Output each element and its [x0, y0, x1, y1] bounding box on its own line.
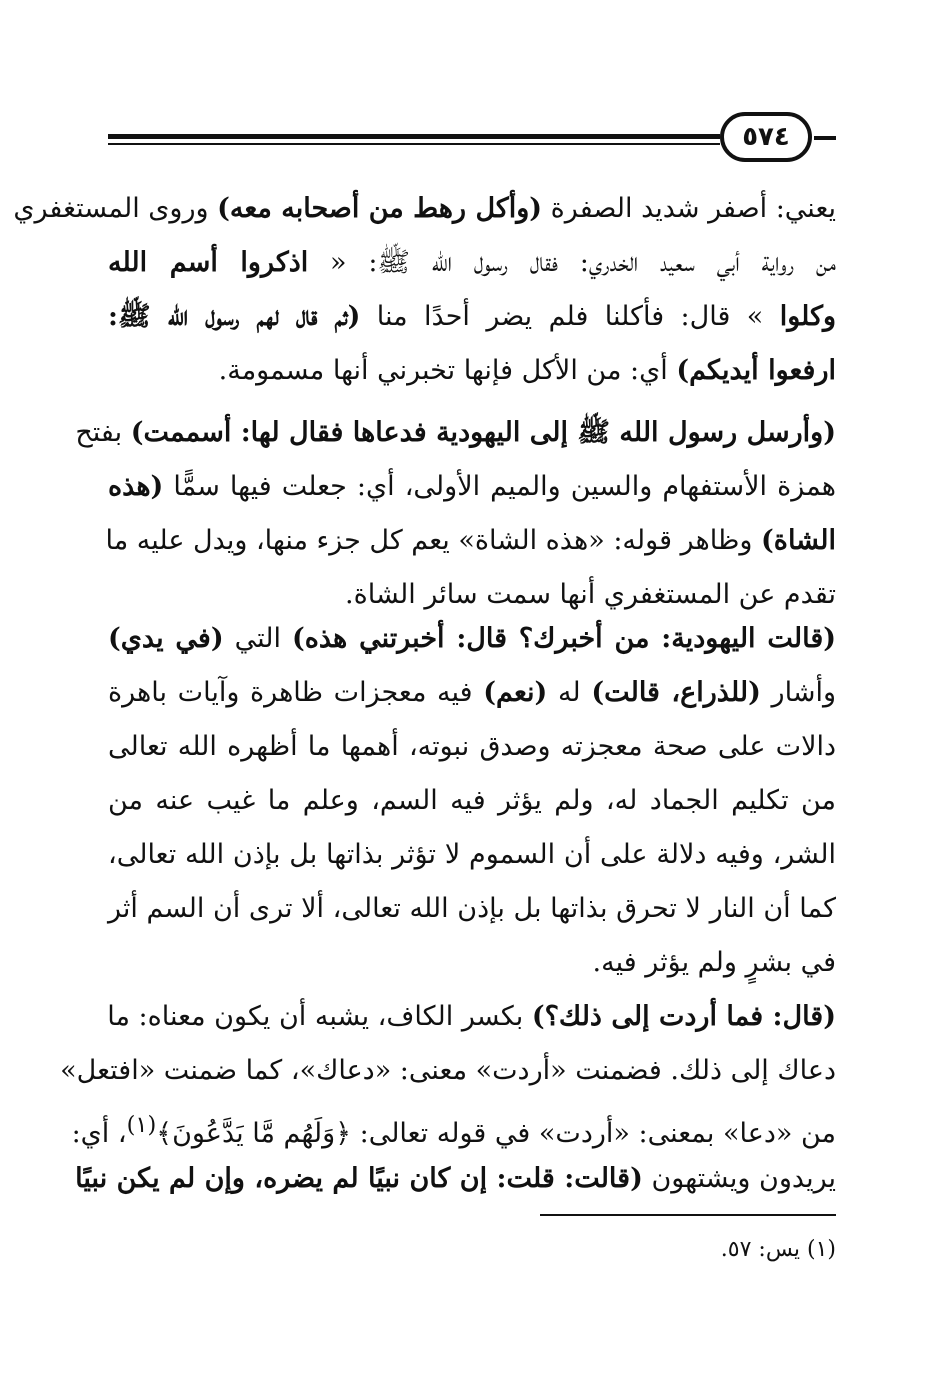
text-segment: دعاك إلى ذلك. فضمنت «أردت» معنى: «دعاك»، كما ضمنت «افتعل» — [60, 1055, 836, 1086]
paragraph-3 — [108, 612, 836, 990]
bold-text: (نعم) — [483, 677, 548, 708]
bold-text: (هذه — [108, 471, 164, 502]
text-segment: وأشار — [760, 677, 836, 708]
text-segment: من رواية أبي سعيد الخدري: فقال رسول الله ﷺ: « — [308, 247, 836, 278]
text-line — [75, 1152, 836, 1206]
text-segment: يريدون ويشتهون — [642, 1163, 836, 1194]
bold-text: (قال: فما أردت إلى ذلك؟) — [531, 1001, 836, 1032]
text-segment: في بشرٍ ولم يؤثر فيه. — [592, 947, 836, 978]
text-line — [108, 460, 836, 514]
text-segment: وروى المستغفري — [13, 193, 218, 224]
text-segment: الشر، وفيه دلالة على أن السموم لا تؤثر بذاتها بل بإذن الله تعالى، — [108, 839, 836, 870]
text-line — [75, 406, 836, 460]
paragraph-1 — [13, 182, 837, 398]
text-line — [108, 936, 836, 990]
header-rule-right — [814, 136, 836, 140]
text-line — [108, 344, 836, 398]
bold-text: الشاة) — [761, 525, 836, 556]
footnote — [540, 1230, 836, 1270]
page-number-badge — [720, 112, 812, 162]
text-segment: يعني: أصفر شديد الصفرة — [542, 193, 836, 224]
bold-text: (وأكل رهط من أصحابه معه) — [217, 193, 543, 224]
text-line — [71, 1098, 836, 1152]
text-line — [13, 182, 836, 236]
text-line — [108, 666, 836, 720]
bold-text: اذكروا أسم الله — [108, 247, 309, 278]
page-number: ٥٧٤ — [742, 122, 790, 152]
text-segment: من تكليم الجماد له، ولم يؤثر فيه السم، وعلم ما غيب عنه من — [108, 785, 836, 816]
footnote-1: (١) يس: ٥٧. — [720, 1237, 836, 1262]
bold-text: ارفعوا أيديكم) — [676, 355, 836, 386]
text-line — [108, 990, 836, 1044]
text-segment: وظاهر قوله: «هذه الشاة» يعم كل جزء منها، ويدل عليه ما — [105, 525, 762, 556]
bold-text: (قالت: قلت: إن كان نبيًا لم يضره، وإن لم يكن نبيًا — [75, 1163, 643, 1194]
bold-text: (ثم قال لهم رسول الله ﷺ: — [108, 301, 361, 332]
text-line — [108, 774, 836, 828]
page-header — [0, 110, 942, 170]
text-line — [108, 828, 836, 882]
footnote-ref: (١) — [126, 1112, 157, 1138]
text-line — [108, 236, 836, 290]
text-segment: » قال: فأكلنا فلم يضر أحدًا منا — [360, 301, 780, 332]
text-segment: بكسر الكاف، يشبه أن يكون معناه: ما — [107, 1001, 532, 1032]
text-segment: له — [547, 677, 592, 708]
text-line — [108, 290, 836, 344]
text-segment: ، أي: — [71, 1118, 127, 1149]
text-segment: بفتح — [75, 417, 131, 448]
footnote-separator — [540, 1214, 836, 1216]
text-line — [60, 1044, 836, 1098]
text-segment: أي: من الأكل فإنها تخبرني أنها مسمومة. — [218, 355, 677, 386]
paragraph-2 — [75, 406, 836, 622]
text-segment: همزة الأستفهام والسين والميم الأولى، أي: جعلت فيها سمًّا — [163, 471, 836, 502]
text-line — [108, 720, 836, 774]
text-segment: من «دعا» بمعنى: «أردت» في قوله تعالى: ﴿وَلَهُم مَّا يَدَّعُونَ﴾ — [156, 1118, 836, 1149]
text-segment: التي — [223, 623, 292, 654]
bold-text: (وأرسل رسول الله ﷺ إلى اليهودية فدعاها فقال لها: أسممت) — [130, 417, 836, 448]
paragraph-4 — [60, 990, 836, 1206]
bold-text: (في يدي) — [108, 623, 224, 654]
text-segment: فيه معجزات ظاهرة وآيات باهرة — [108, 677, 484, 708]
bold-text: وكلوا — [779, 301, 837, 332]
header-rule-thin — [108, 143, 720, 145]
text-line — [108, 882, 836, 936]
bold-text: (قالت اليهودية: من أخبرك؟ قال: أخبرتني هذه) — [291, 623, 837, 654]
text-segment: كما أن النار لا تحرق بذاتها بل بإذن الله تعالى، ألا ترى أن السم أثر — [108, 893, 836, 924]
text-segment: تقدم عن المستغفري أنها سمت سائر الشاة. — [345, 579, 836, 610]
header-rule-thick — [108, 134, 720, 139]
text-segment: دالات على صحة معجزته وصدق نبوته، أهمها ما أظهره الله تعالى — [108, 731, 836, 762]
text-line — [105, 514, 836, 568]
text-line — [108, 612, 836, 666]
bold-text: (للذراع، قالت) — [591, 677, 761, 708]
